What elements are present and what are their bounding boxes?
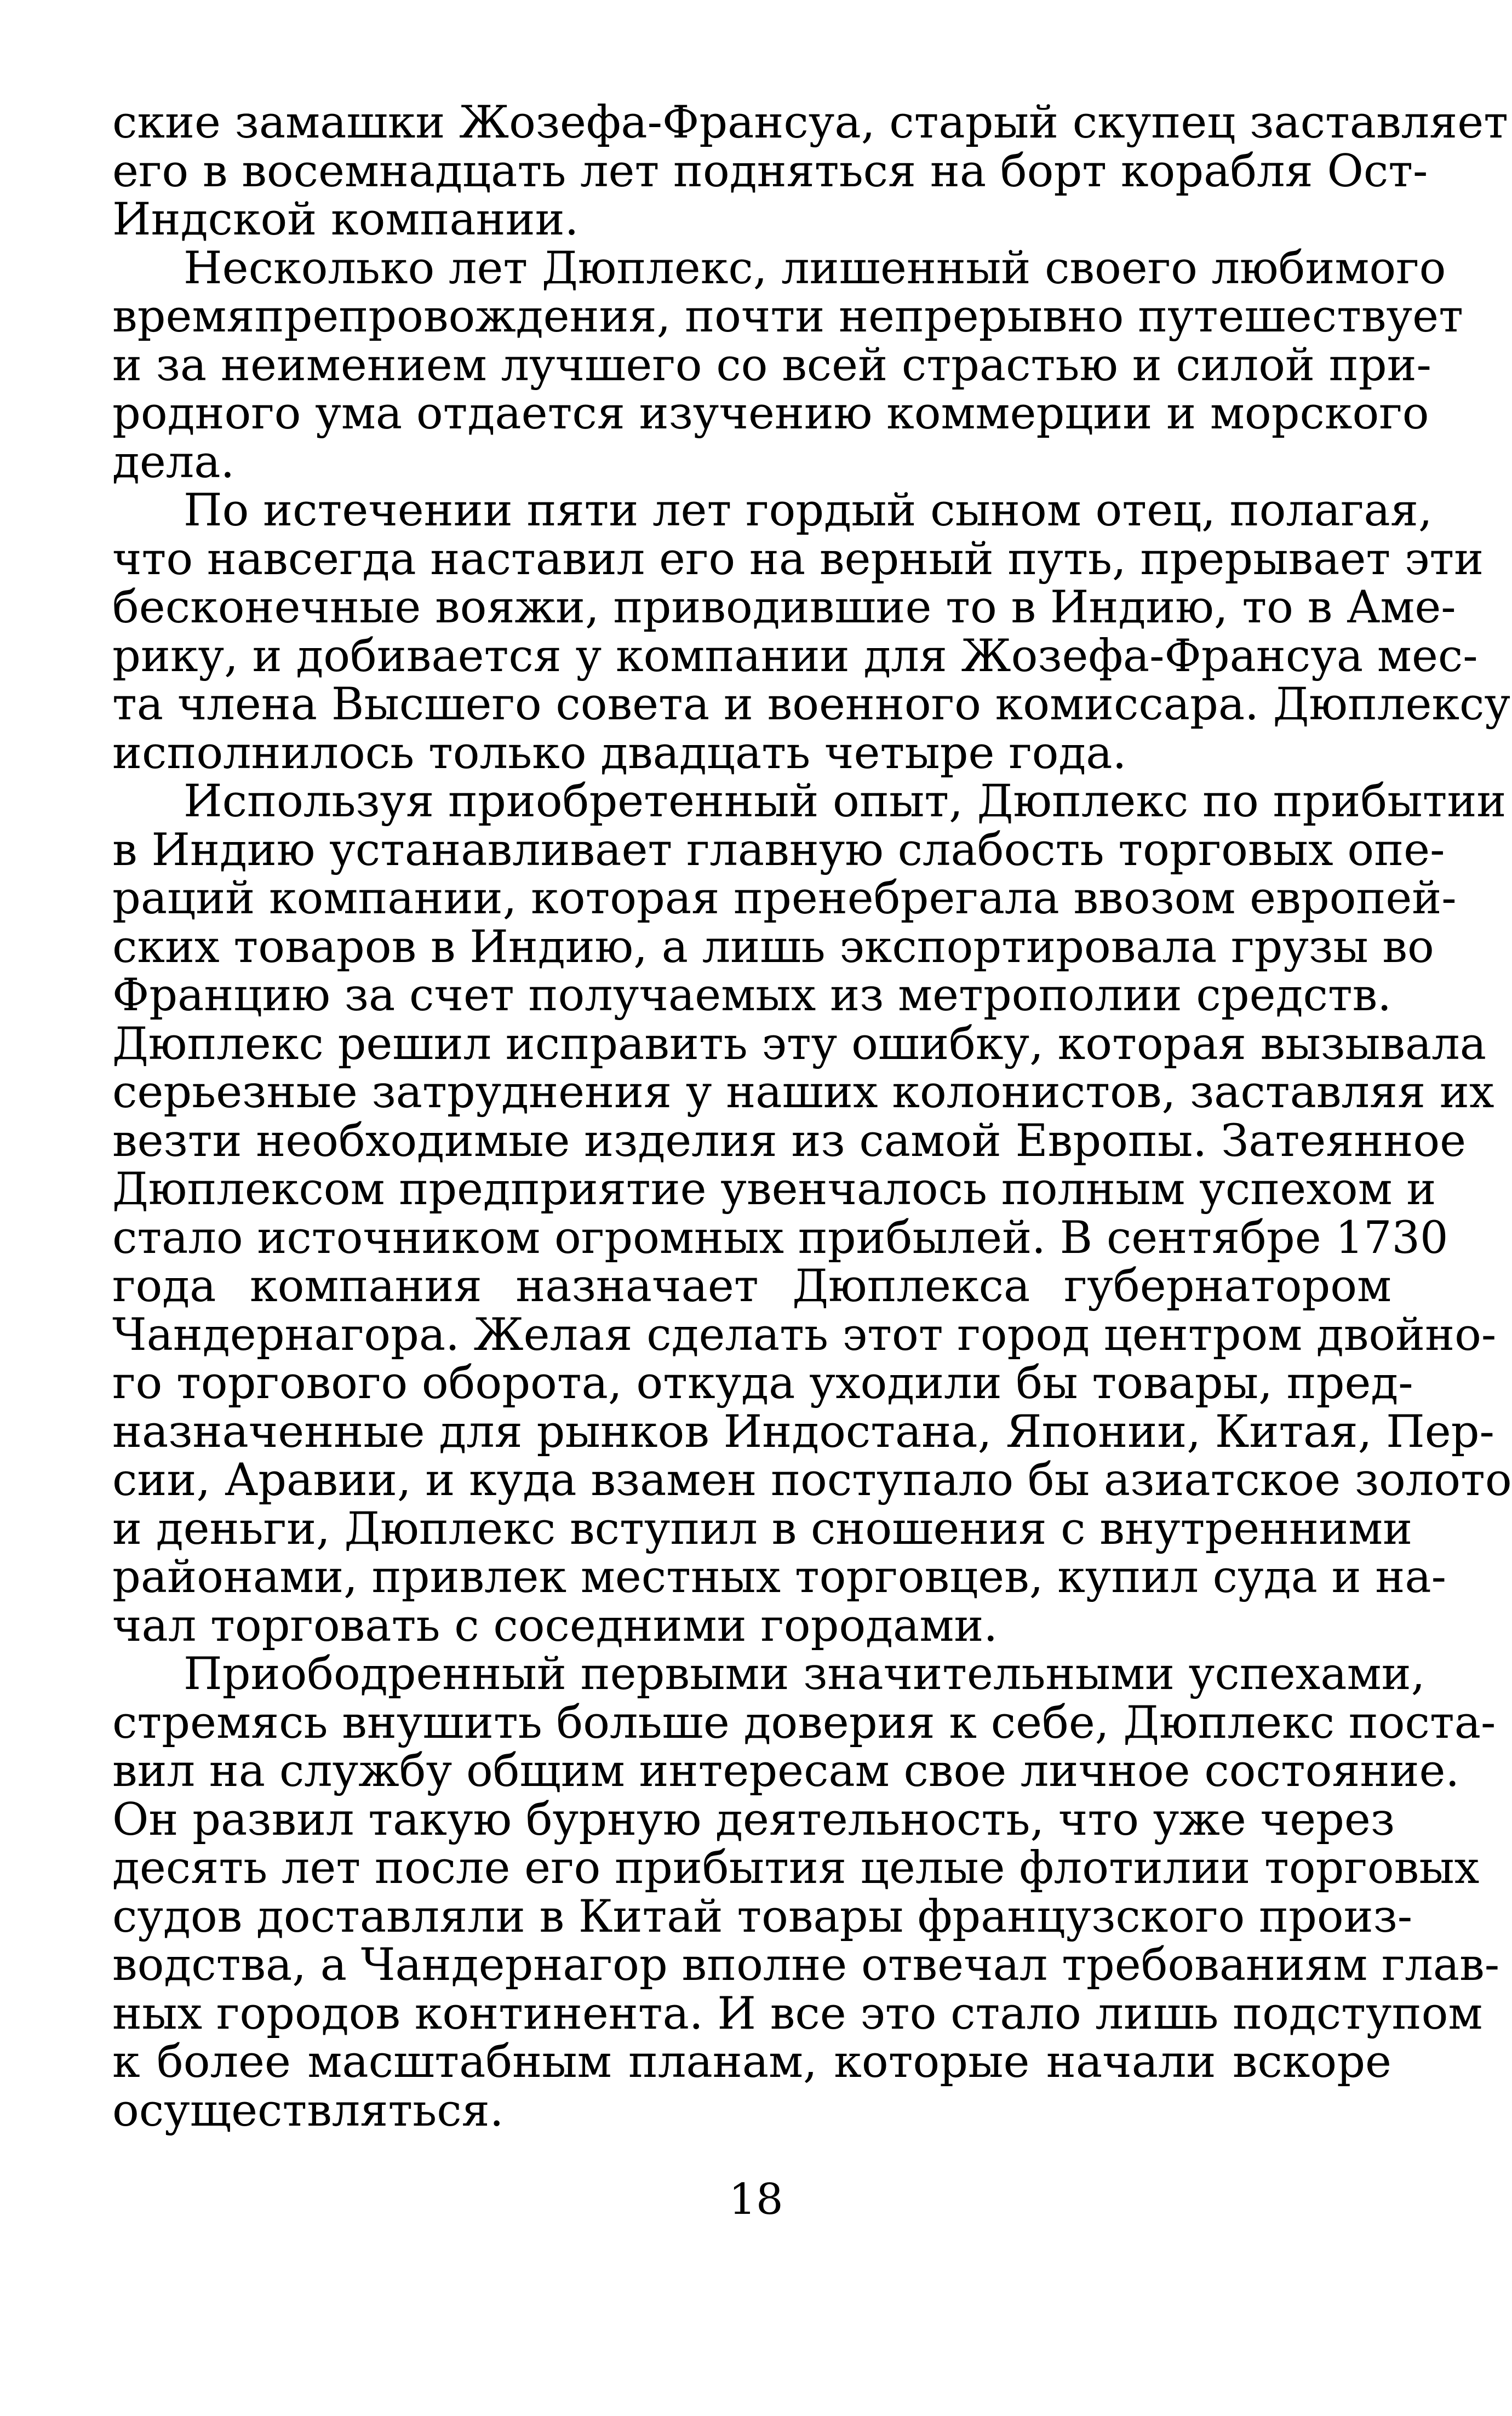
body-text bbox=[112, 97, 1512, 2137]
text-line: в Индию устанавливает главную слабость торговых опе- bbox=[112, 824, 1445, 876]
text-line: рику, и добивается у компании для Жозефа-Франсуа мес- bbox=[112, 630, 1478, 682]
text-line: и деньги, Дюплекс вступил в сношения с внутренними bbox=[112, 1503, 1413, 1555]
text-line: районами, привлек местных торговцев, купил суда и на- bbox=[112, 1551, 1446, 1603]
text-line: Индской компании. bbox=[112, 194, 579, 245]
text-line: года компания назначает Дюплекса губернатором bbox=[112, 1261, 1391, 1312]
text-line: та члена Высшего совета и военного комиссара. Дюплексу bbox=[112, 679, 1511, 730]
paragraph bbox=[112, 1648, 1500, 2137]
text-line: назначенные для рынков Индостана, Японии, Китая, Пер- bbox=[112, 1406, 1494, 1458]
text-line: раций компании, которая пренебрегала ввозом европей- bbox=[112, 873, 1457, 924]
text-line: везти необходимые изделия из самой Европы. Затеянное bbox=[112, 1115, 1467, 1167]
text-line: серьезные затруднения у наших колонистов, заставляя их bbox=[112, 1067, 1494, 1118]
text-line: сии, Аравии, и куда взамен поступало бы азиатское золото bbox=[112, 1455, 1512, 1506]
text-line: ских товаров в Индию, а лишь экспортировала грузы во bbox=[112, 921, 1434, 973]
text-line: Францию за счет получаемых из метрополии средств. bbox=[112, 970, 1391, 1021]
text-line: бесконечные вояжи, приводившие то в Индию, то в Аме- bbox=[112, 582, 1456, 633]
text-line: родного ума отдается изучению коммерции и морского bbox=[112, 388, 1429, 439]
text-line: стремясь внушить больше доверия к себе, Дюплекс поста- bbox=[112, 1697, 1496, 1749]
text-line: Дюплекс решил исправить эту ошибку, которая вызывала bbox=[112, 1018, 1486, 1070]
text-line: к более масштабным планам, которые начали вскоре bbox=[112, 2036, 1391, 2088]
text-line: водства, а Чандернагор вполне отвечал требованиям глав- bbox=[112, 1939, 1500, 1991]
text-line: Приободренный первыми значительными успехами, bbox=[184, 1648, 1425, 1700]
text-line: времяпрепровождения, почти непрерывно путешествует bbox=[112, 291, 1463, 342]
text-line: осуществляться. bbox=[112, 2085, 504, 2137]
text-line: Несколько лет Дюплекс, лишенный своего любимого bbox=[184, 242, 1446, 294]
text-line: ных городов континента. И все это стало лишь подступом bbox=[112, 1988, 1483, 2040]
text-line: десять лет после его прибытия целые флотилии торговых bbox=[112, 1842, 1480, 1894]
text-line: исполнилось только двадцать четыре года. bbox=[112, 727, 1127, 779]
paragraph bbox=[112, 485, 1511, 779]
text-line: его в восемнадцать лет подняться на борт корабля Ост- bbox=[112, 145, 1428, 197]
text-line: стало источником огромных прибылей. В сентябре 1730 bbox=[112, 1212, 1448, 1264]
text-line: вил на службу общим интересам свое личное состояние. bbox=[112, 1745, 1460, 1797]
text-line: дела. bbox=[112, 436, 235, 488]
paragraph bbox=[112, 242, 1463, 488]
text-line: и за неимением лучшего со всей страстью и силой при- bbox=[112, 339, 1431, 391]
text-line: Используя приобретенный опыт, Дюплекс по прибытии bbox=[184, 776, 1507, 827]
paragraph bbox=[112, 97, 1508, 245]
text-line: что навсегда наставил его на верный путь, прерывает эти bbox=[112, 533, 1484, 585]
page-number: 18 bbox=[729, 2175, 783, 2224]
text-line: Он развил такую бурную деятельность, что уже через bbox=[112, 1794, 1395, 1846]
text-line: ские замашки Жозефа-Франсуа, старый скупец заставляет bbox=[112, 97, 1508, 148]
text-line: Чандернагора. Желая сделать этот город центром двойно- bbox=[112, 1309, 1497, 1361]
text-line: чал торговать с соседними городами. bbox=[112, 1600, 998, 1652]
text-line: По истечении пяти лет гордый сыном отец, полагая, bbox=[184, 485, 1433, 536]
paragraph bbox=[112, 776, 1512, 1652]
text-line: Дюплексом предприятие увенчалось полным успехом и bbox=[112, 1164, 1436, 1215]
text-line: го торгового оборота, откуда уходили бы товары, пред- bbox=[112, 1358, 1413, 1409]
text-line: судов доставляли в Китай товары французского произ- bbox=[112, 1891, 1413, 1943]
